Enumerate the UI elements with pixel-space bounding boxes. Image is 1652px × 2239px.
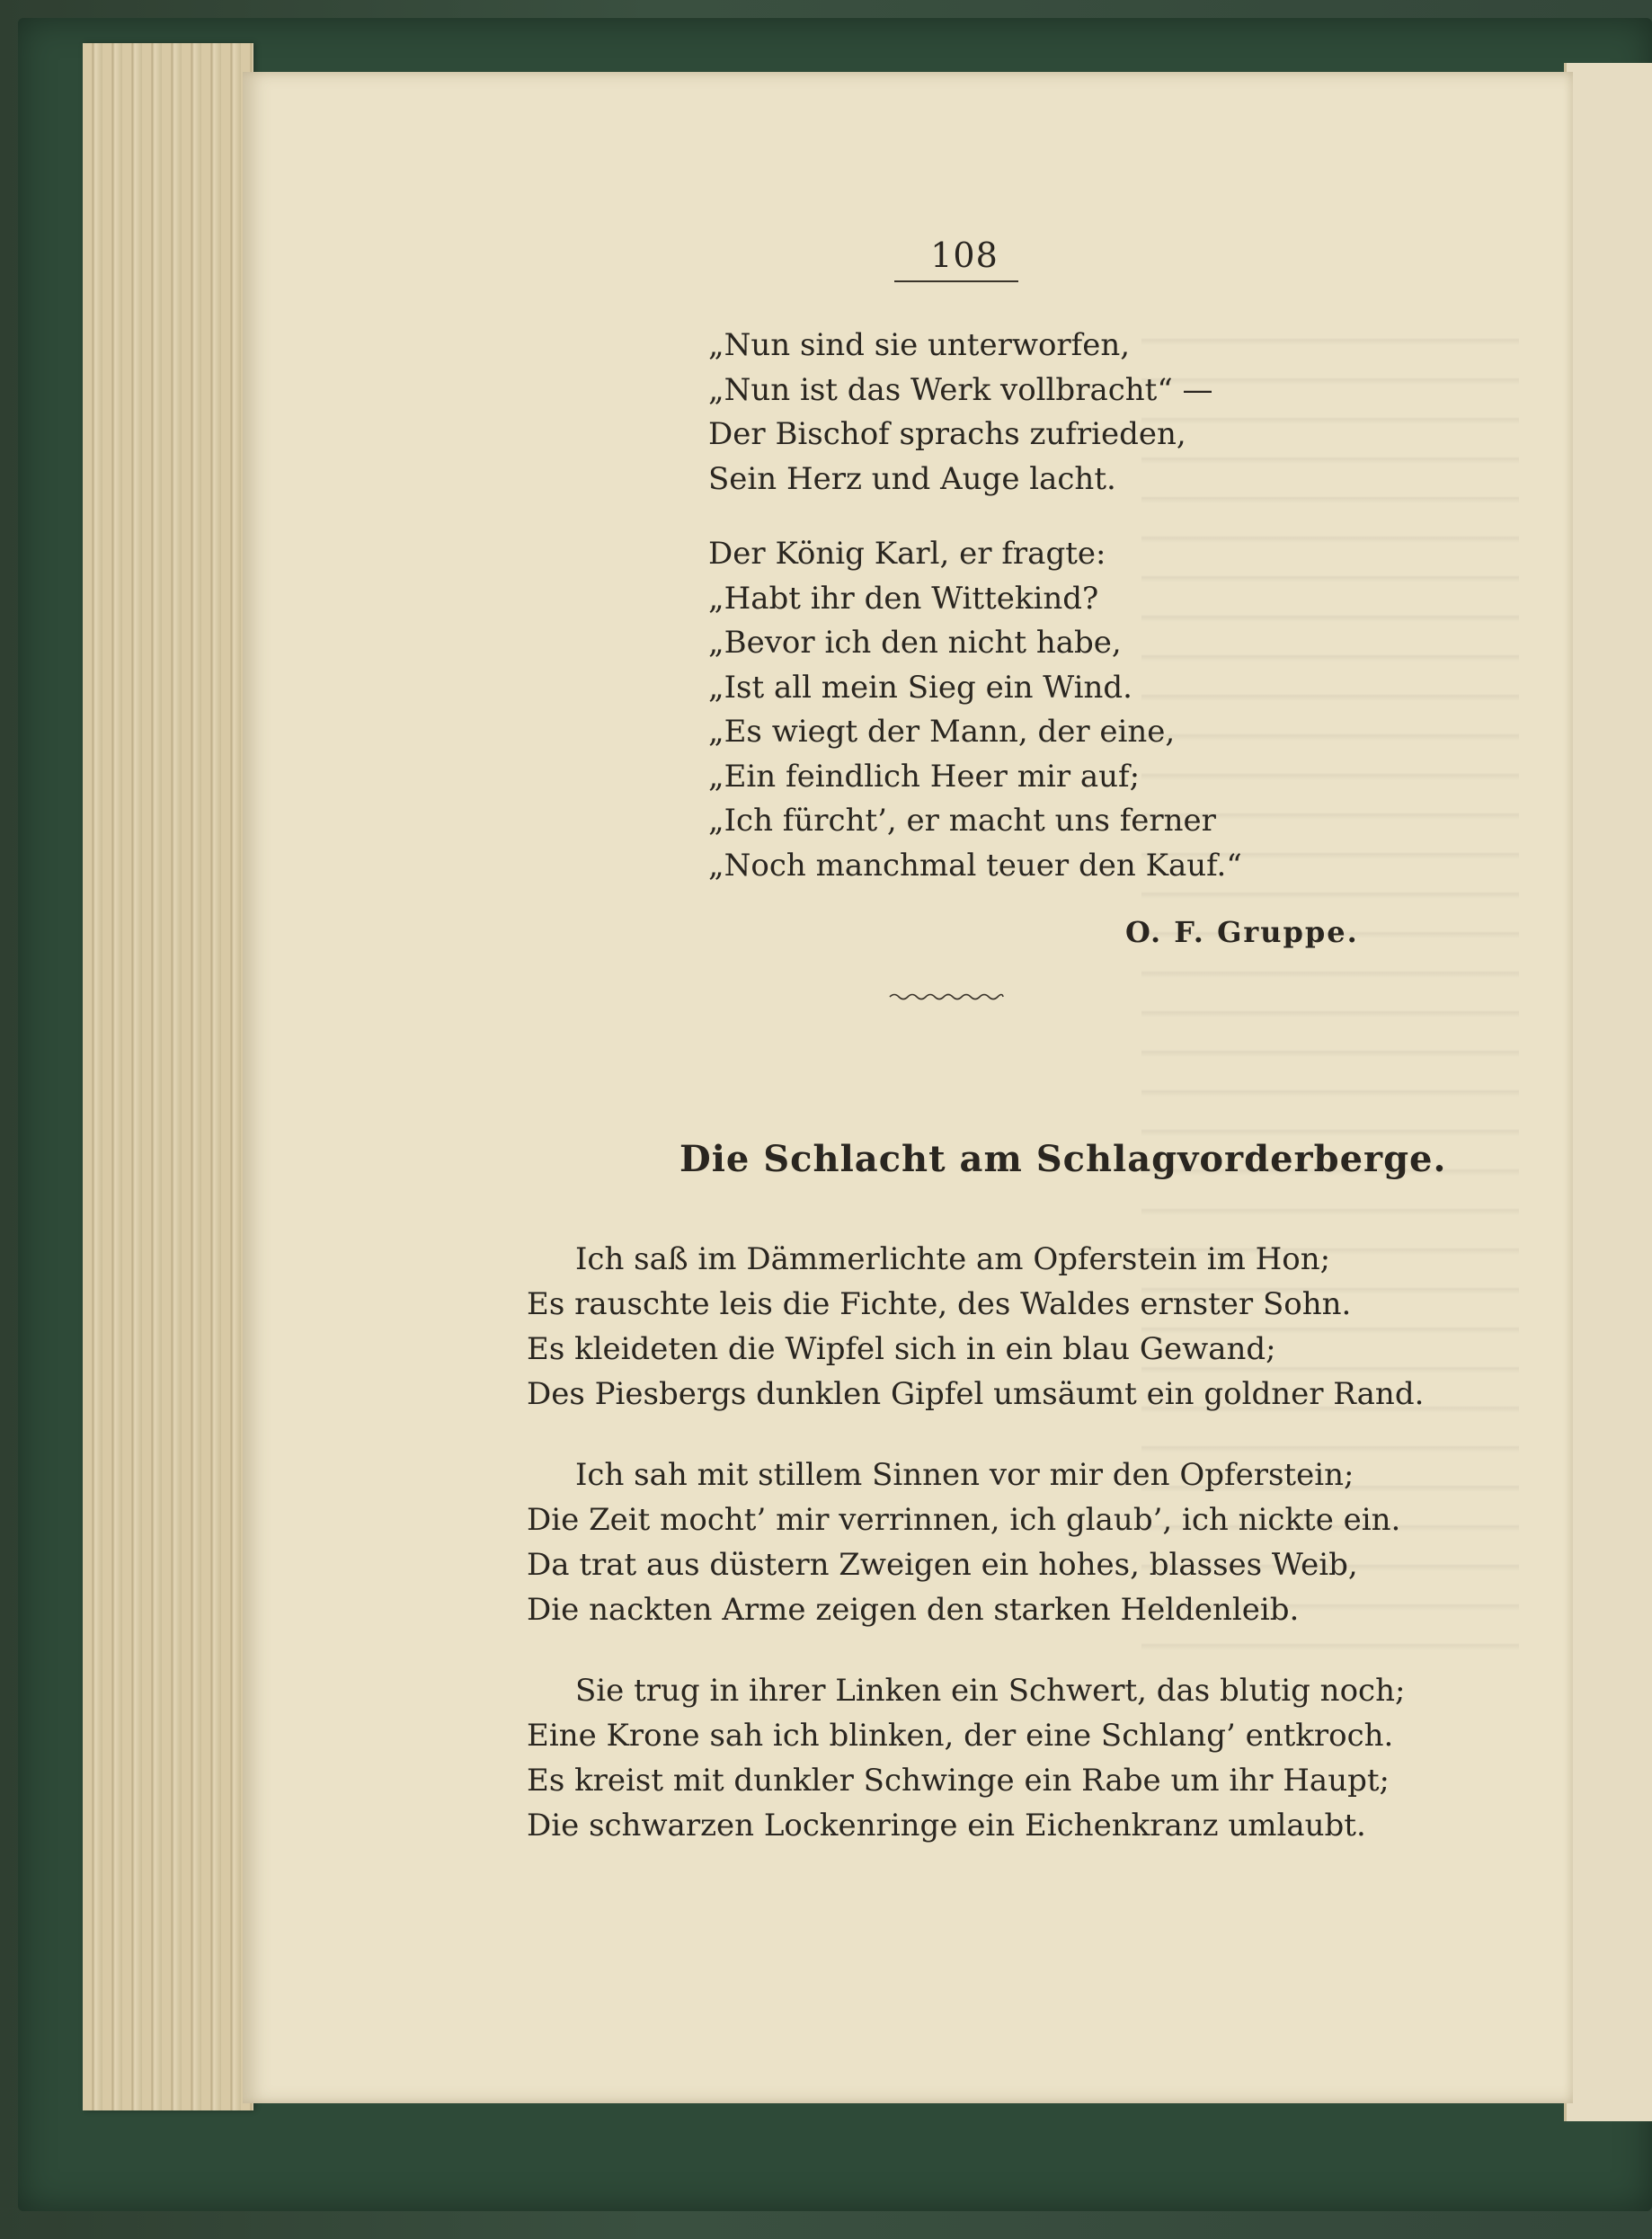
verse-line: Des Piesbergs dunklen Gipfel umsäumt ein goldner Rand. bbox=[527, 1376, 1425, 1412]
verse-line: Die nackten Arme zeigen den starken Heldenleib. bbox=[527, 1592, 1300, 1628]
show-through-text bbox=[1141, 306, 1519, 1654]
verse-line: „Nun sind sie unterworfen, bbox=[708, 327, 1131, 363]
verse-line: „Bevor ich den nicht habe, bbox=[708, 625, 1122, 661]
verse-line: Ich sah mit stillem Sinnen vor mir den Opferstein; bbox=[575, 1457, 1354, 1493]
verse-two bbox=[527, 1453, 1400, 1632]
verse-line: Der Bischof sprachs zufrieden, bbox=[708, 416, 1186, 452]
poem-title: Die Schlacht am Schlagvorderberge. bbox=[679, 1138, 1447, 1180]
verse-one bbox=[527, 1237, 1424, 1417]
verse-line: Die schwarzen Lockenringe ein Eichenkranz umlaubt. bbox=[527, 1808, 1366, 1844]
verse-line: „Noch manchmal teuer den Kauf.“ bbox=[708, 847, 1242, 884]
stanza-one bbox=[708, 324, 1213, 502]
verse-line: Der König Karl, er fragte: bbox=[708, 536, 1106, 572]
verse-line: Es kleideten die Wipfel sich in ein blau Gewand; bbox=[527, 1331, 1276, 1367]
facing-page-edge bbox=[1564, 63, 1652, 2121]
verse-line: „Es wiegt der Mann, der eine, bbox=[708, 714, 1176, 750]
page-number-rule bbox=[894, 280, 1018, 282]
verse-line: Eine Krone sah ich blinken, der eine Schlang’ entkroch. bbox=[527, 1718, 1394, 1754]
verse-line: „Nun ist das Werk vollbracht“ — bbox=[708, 371, 1213, 408]
page-edges bbox=[83, 43, 253, 2110]
verse-line: „Ich fürcht’, er macht uns ferner bbox=[708, 803, 1216, 839]
verse-line: Es rauschte leis die Fichte, des Waldes ernster Sohn. bbox=[527, 1286, 1352, 1322]
verse-line: „Habt ihr den Wittekind? bbox=[708, 580, 1099, 617]
wave-ornament bbox=[888, 991, 1005, 1003]
verse-three bbox=[527, 1668, 1405, 1848]
page-number: 108 bbox=[930, 235, 999, 275]
verse-line: Die Zeit mocht’ mir verrinnen, ich glaub’, ich nickte ein. bbox=[527, 1502, 1401, 1538]
verse-line: „Ist all mein Sieg ein Wind. bbox=[708, 669, 1132, 706]
verse-line: Sein Herz und Auge lacht. bbox=[708, 460, 1116, 497]
verse-line: „Ein feindlich Heer mir auf; bbox=[708, 758, 1141, 795]
verse-line: Es kreist mit dunkler Schwinge ein Rabe um ihr Haupt; bbox=[527, 1763, 1390, 1799]
author-signature: O. F. Gruppe. bbox=[1125, 915, 1359, 949]
verse-line: Ich saß im Dämmerlichte am Opferstein im Hon; bbox=[575, 1241, 1331, 1277]
verse-line: Sie trug in ihrer Linken ein Schwert, das blutig noch; bbox=[575, 1673, 1406, 1709]
stanza-two bbox=[708, 532, 1242, 888]
verse-line: Da trat aus düstern Zweigen ein hohes, blasses Weib, bbox=[527, 1547, 1358, 1583]
